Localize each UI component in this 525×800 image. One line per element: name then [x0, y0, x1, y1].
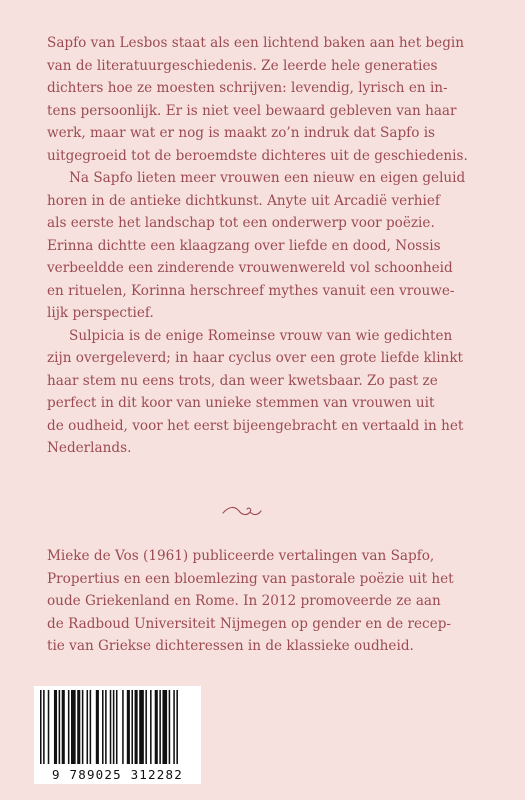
isbn-barcode [34, 686, 201, 784]
isbn-number: 9 789025 312282 [52, 767, 183, 782]
blurb-line: van de literatuurgeschiedenis. Ze leerde hele generaties [47, 57, 438, 74]
blurb-paragraph-poets [47, 167, 487, 325]
bio-line: Propertius en een bloemlezing van pastorale poëzie uit het [47, 570, 454, 587]
barcode-bar [71, 690, 76, 764]
barcode-bar [159, 690, 161, 764]
barcode-bar [127, 690, 130, 764]
barcode-bar [162, 690, 167, 764]
barcode-bar [139, 690, 144, 764]
blurb-line: lijk perspectief. [47, 305, 154, 321]
blurb-line: verbeeldde een zinderende vrouwenwereld vol schoonheid [47, 260, 453, 276]
barcode-bar [135, 690, 138, 764]
blurb-line: Erinna dichtte een klaagzang over liefde en dood, Nossis [47, 237, 441, 254]
blurb-paragraph-sapfo [47, 32, 487, 167]
barcode-bar [113, 690, 115, 764]
bio-paragraph [47, 545, 487, 658]
barcode-bar [40, 690, 42, 764]
barcode-bar [105, 690, 107, 764]
barcode-bar [110, 690, 112, 764]
barcode-bar [155, 690, 158, 764]
barcode-bar [59, 690, 61, 764]
barcode-bar [68, 690, 70, 764]
barcode-bar [150, 690, 152, 764]
blurb-line: zijn overgeleverd; in haar cyclus over een grote liefde klinkt [47, 350, 464, 366]
barcode-bar [116, 690, 118, 764]
blurb-paragraph-sulpicia [47, 325, 487, 460]
barcode-bar [87, 690, 89, 764]
bio-line: Mieke de Vos (1961) publiceerde vertalingen van Sapfo, [47, 548, 435, 564]
blurb-line: Sulpicia is de enige Romeinse vrouw van wie gedichten [69, 327, 453, 344]
barcode-bar [102, 690, 104, 764]
flourish-ornament-icon [220, 503, 264, 521]
barcode-bar [169, 690, 171, 764]
barcode-bar [77, 690, 80, 764]
bio-line: tie van Griekse dichteressen in de klassieke oudheid. [47, 638, 414, 654]
barcode-bar [62, 690, 65, 764]
barcode-bar [48, 690, 50, 764]
barcode-bar [176, 690, 178, 764]
barcode-bar [173, 690, 175, 764]
back-cover-blurb [47, 32, 487, 460]
blurb-line: Na Sapfo lieten meer vrouwen een nieuw en eigen geluid [69, 170, 466, 186]
blurb-line: en rituelen, Korinna herschreef mythes vanuit een vrouwe- [47, 282, 455, 299]
bio-line: oude Griekenland en Rome. In 2012 promoveerde ze aan [47, 593, 441, 609]
barcode-bars-icon [38, 690, 197, 764]
barcode-bar [96, 690, 99, 764]
author-bio [47, 545, 487, 658]
barcode-bar [54, 690, 57, 764]
barcode-bar [145, 690, 147, 764]
blurb-line: Nederlands. [47, 440, 132, 456]
blurb-line: de oudheid, voor het eerst bijeengebracht en vertaald in het [47, 417, 464, 434]
blurb-line: perfect in dit koor van unieke stemmen van vrouwen uit [47, 395, 435, 411]
blurb-line: tens persoonlijk. Er is niet veel bewaard gebleven van haar [47, 102, 457, 119]
blurb-line: horen in de antieke dichtkunst. Anyte uit Arcadië verhief [47, 192, 440, 209]
barcode-bar [43, 690, 45, 764]
blurb-line: werk, maar wat er nog is maakt zo’n indruk dat Sapfo is [47, 125, 436, 141]
barcode-bar [131, 690, 133, 764]
barcode-bar [122, 690, 124, 764]
blurb-line: haar stem nu eens trots, dan weer kwetsbaar. Zo past ze [47, 372, 438, 389]
barcode-bar [82, 690, 84, 764]
blurb-line: dichters hoe ze moesten schrijven: levendig, lyrisch en in- [47, 80, 448, 96]
bio-line: de Radboud Universiteit Nijmegen op gender en de recep- [47, 615, 452, 632]
blurb-line: als eerste het landschap tot een onderwerp voor poëzie. [47, 215, 435, 231]
blurb-line: Sapfo van Lesbos staat als een lichtend baken aan het begin [47, 35, 465, 51]
blurb-line: uitgegroeid tot de beroemdste dichteres uit de geschiedenis. [47, 147, 468, 164]
barcode-bar [90, 690, 92, 764]
